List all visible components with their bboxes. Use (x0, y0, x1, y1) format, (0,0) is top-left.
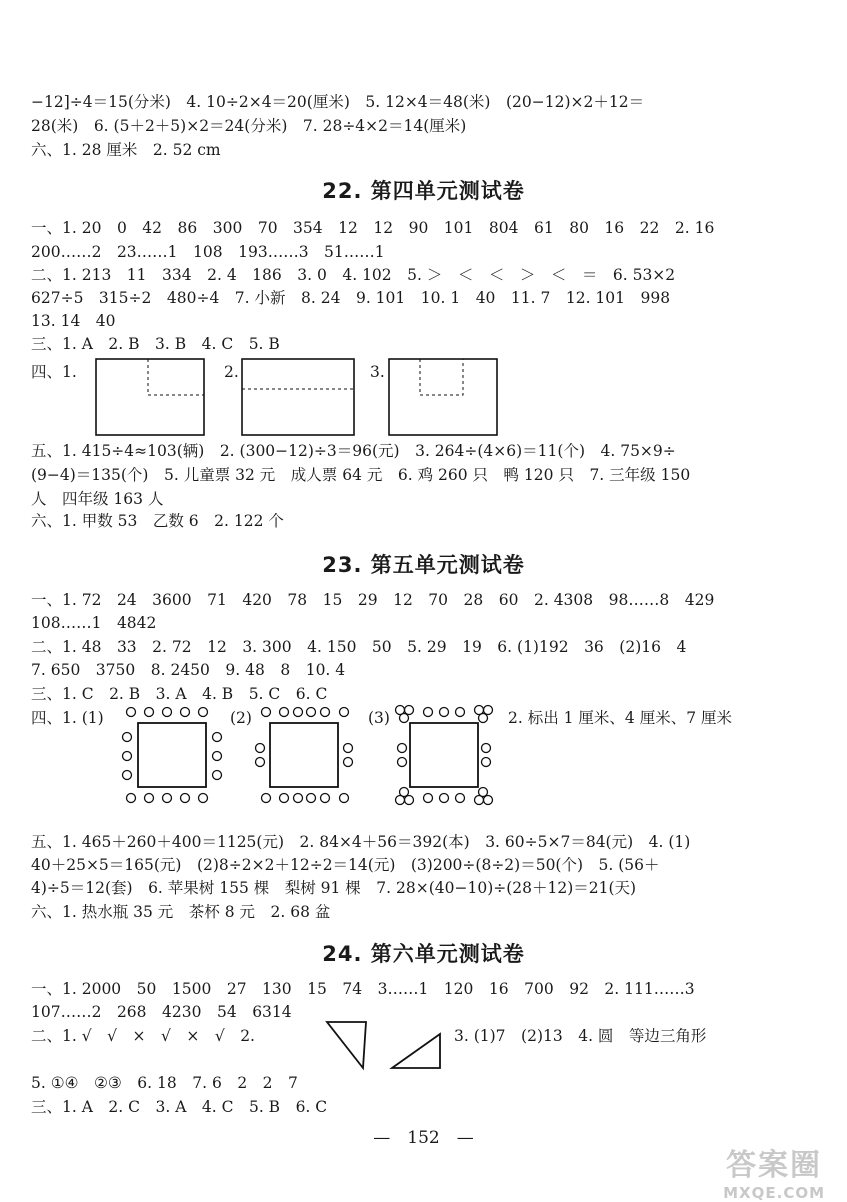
answer-line: −12]÷4＝15(分米) 4. 10÷2×4＝20(厘米) 5. 12×4＝48(米) (20−12)×2＋12＝ (31, 93, 645, 111)
answer-line: 六、1. 28 厘米 2. 52 cm (31, 141, 221, 159)
answer-line: 三、1. A 2. C 3. A 4. C 5. B 6. C (31, 1098, 328, 1116)
page-number: — 152 — (373, 1128, 474, 1148)
answer-line: 107……2 268 4230 54 6314 (31, 1003, 292, 1021)
answer-line: 7. 650 3750 8. 2450 9. 48 8 10. 4 (31, 661, 346, 679)
figure-1-rect (96, 359, 204, 435)
answer-line: 三、1. A 2. B 3. B 4. C 5. B (31, 335, 280, 353)
table-square-1 (138, 723, 206, 787)
answer-line: 二、1. √ √ × √ × √ 2. (31, 1027, 255, 1045)
answer-line: (9−4)＝135(个) 5. 儿童票 32 元 成人票 64 元 6. 鸡 260 只 鸭 120 只 7. 三年级 150 (31, 466, 691, 484)
figure-1-dashed-cut (148, 359, 204, 395)
figure-3-dashed-cut (420, 359, 463, 395)
answer-line: 五、1. 465＋260＋400＝1125(元) 2. 84×4＋56＝392(本) 3. 60÷5×7＝84(元) 4. (1) (31, 833, 691, 851)
figure-2-rect (242, 359, 354, 435)
answer-line: 四、1. (1) (31, 709, 104, 727)
answer-line: 108……1 4842 (31, 614, 157, 632)
answer-line: 627÷5 315÷2 480÷4 7. 小新 8. 24 9. 101 10. 1 40 11. 7 12. 101 998 (31, 289, 671, 307)
answer-line: 4)÷5＝12(套) 6. 苹果树 155 棵 梨树 91 棵 7. 28×(40−10)÷(28＋12)＝21(天) (31, 879, 637, 897)
table-square-2 (270, 723, 338, 787)
answer-line: 3. (1)7 (2)13 4. 圆 等边三角形 (454, 1027, 707, 1045)
answer-line: 一、1. 72 24 3600 71 420 78 15 29 12 70 28 60 2. 4308 98……8 429 (31, 591, 715, 609)
answer-line: 2. 标出 1 厘米、4 厘米、7 厘米 (508, 709, 733, 727)
answer-line: 五、1. 415÷4≈103(辆) 2. (300−12)÷3＝96(元) 3. 264÷(4×6)＝11(个) 4. 75×9÷ (31, 442, 676, 460)
figure-3-rect (389, 359, 497, 435)
answer-line: 40＋25×5＝165(元) (2)8÷2×2＋12÷2＝14(元) (3)200÷(8÷2)＝50(个) 5. (56＋ (31, 856, 660, 874)
answer-line: 三、1. C 2. B 3. A 4. B 5. C 6. C (31, 685, 328, 703)
watermark-text: 答案圈 (726, 1148, 823, 1183)
answer-line: 人 四年级 163 人 (31, 490, 164, 508)
answer-line: 一、1. 2000 50 1500 27 130 15 74 3……1 120 16 700 92 2. 111……3 (31, 980, 695, 998)
table-square-3 (410, 723, 478, 787)
answer-line: 四、1. (31, 363, 77, 381)
right-triangle-1 (327, 1022, 366, 1068)
right-triangle-2 (392, 1034, 440, 1068)
answer-line: 28(米) 6. (5＋2＋5)×2＝24(分米) 7. 28÷4×2＝14(厘米) (31, 117, 467, 135)
answer-line: 5. ①④ ②③ 6. 18 7. 6 2 2 7 (31, 1074, 298, 1092)
section-title-22: 22. 第四单元测试卷 (322, 179, 525, 203)
section-title-24: 24. 第六单元测试卷 (322, 942, 525, 966)
answer-line: (3) (368, 709, 390, 727)
answer-line: 一、1. 20 0 42 86 300 70 354 12 12 90 101 804 61 80 16 22 2. 16 (31, 219, 715, 237)
answer-line: 3. (370, 363, 385, 381)
watermark-url: MXQE.COM (723, 1184, 825, 1202)
watermark-logo (723, 1140, 825, 1202)
rectangle-figures (95, 358, 505, 438)
answer-line: (2) (230, 709, 252, 727)
answer-line: 六、1. 热水瓶 35 元 茶杯 8 元 2. 68 盆 (31, 903, 331, 921)
answer-line: 200……2 23……1 108 193……3 51……1 (31, 243, 385, 261)
answer-line: 二、1. 213 11 334 2. 4 186 3. 0 4. 102 5. ＞ ＜ ＜ ＞ ＜ ＝ 6. 53×2 (31, 266, 676, 284)
triangle-figures (322, 1020, 452, 1072)
answer-line: 六、1. 甲数 53 乙数 6 2. 122 个 (31, 512, 284, 530)
answer-line: 2. (224, 363, 239, 381)
seat-arrangement-figures (118, 704, 498, 814)
section-title-23: 23. 第五单元测试卷 (322, 553, 525, 577)
answer-line: 13. 14 40 (31, 312, 116, 330)
answer-line: 二、1. 48 33 2. 72 12 3. 300 4. 150 50 5. 29 19 6. (1)192 36 (2)16 4 (31, 638, 687, 656)
